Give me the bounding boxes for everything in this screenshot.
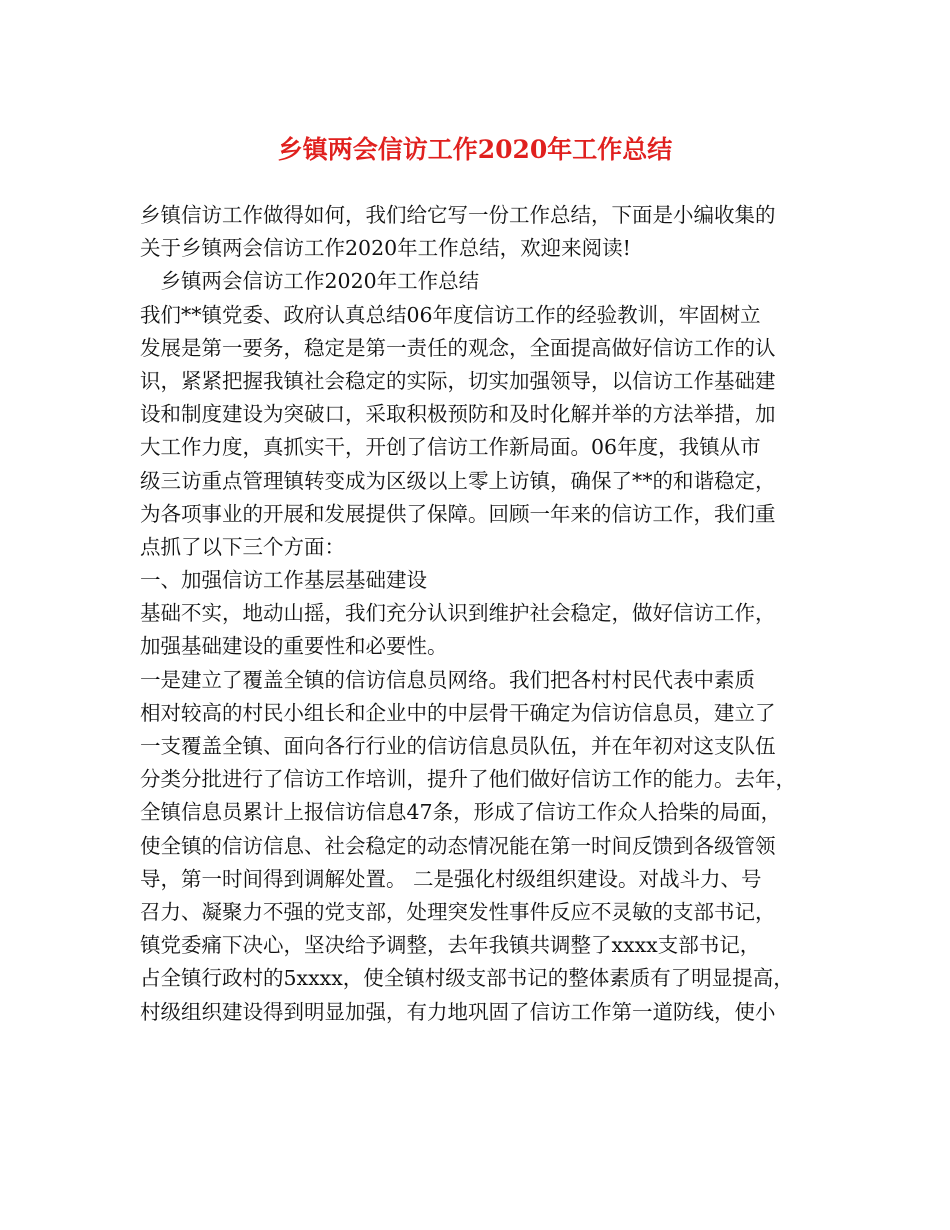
text-line: 我们**镇党委、政府认真总结06年度信访工作的经验教训，牢固树立 — [140, 302, 761, 327]
text-line: 全镇信息员累计上报信访信息47条，形成了信访工作众人拾柴的局面， — [140, 800, 782, 825]
text-line: 乡镇信访工作做得如何，我们给它写一份工作总结，下面是小编收集的 — [140, 203, 776, 227]
text-line: 一支覆盖全镇、面向各行行业的信访信息员队伍，并在年初对这支队伍 — [140, 734, 776, 758]
text-line: 分类分批进行了信访工作培训，提升了他们做好信访工作的能力。去年， — [140, 767, 796, 792]
text-line: 占全镇行政村的5xxxx，使全镇村级支部书记的整体素质有了明显提高， — [140, 966, 794, 991]
text-line: 加强基础建设的重要性和必要性。 — [140, 634, 448, 659]
section-heading: 一、加强信访工作基层基础建设 — [140, 568, 427, 593]
text-line: 相对较高的村民小组长和企业中的中层骨干确定为信访信息员，建立了 — [140, 700, 776, 725]
text-line: 基础不实，地动山摇，我们充分认识到维护社会稳定，做好信访工作， — [140, 601, 776, 626]
text-line: 召力、凝聚力不强的党支部，处理突发性事件反应不灵敏的支部书记， — [140, 899, 776, 924]
document-body — [140, 199, 830, 1029]
document-title: 乡镇两会信访工作2020年工作总结 — [277, 135, 673, 164]
text-line: 发展是第一要务，稳定是第一责任的观念，全面提高做好信访工作的认 — [140, 335, 776, 360]
text-line: 村级组织建设得到明显加强，有力地巩固了信访工作第一道防线，使小 — [140, 999, 776, 1024]
text-line: 导，第一时间得到调解处置。 二是强化村级组织建设。对战斗力、号 — [140, 866, 762, 891]
text-line: 识，紧紧把握我镇社会稳定的实际，切实加强领导，以信访工作基础建 — [140, 368, 776, 393]
text-line: 大工作力度，真抓实干，开创了信访工作新局面。06年度，我镇从市 — [140, 435, 761, 460]
text-line: 关于乡镇两会信访工作2020年工作总结，欢迎来阅读! — [140, 236, 631, 261]
text-line: 镇党委痛下决心，坚决给予调整，去年我镇共调整了xxxx支部书记， — [140, 933, 761, 958]
text-line: 乡镇两会信访工作2020年工作总结 — [140, 269, 480, 294]
text-line: 为各项事业的开展和发展提供了保障。回顾一年来的信访工作，我们重 — [140, 501, 776, 526]
text-line: 使全镇的信访信息、社会稳定的动态情况能在第一时间反馈到各级管领 — [140, 833, 776, 858]
text-line: 级三访重点管理镇转变成为区级以上零上访镇，确保了**的和谐稳定， — [140, 468, 776, 493]
text-line: 点抓了以下三个方面： — [140, 534, 345, 559]
text-line: 一是建立了覆盖全镇的信访信息员网络。我们把各村村民代表中素质 — [140, 667, 755, 692]
text-line: 设和制度建设为突破口，采取积极预防和及时化解并举的方法举措，加 — [140, 402, 776, 427]
